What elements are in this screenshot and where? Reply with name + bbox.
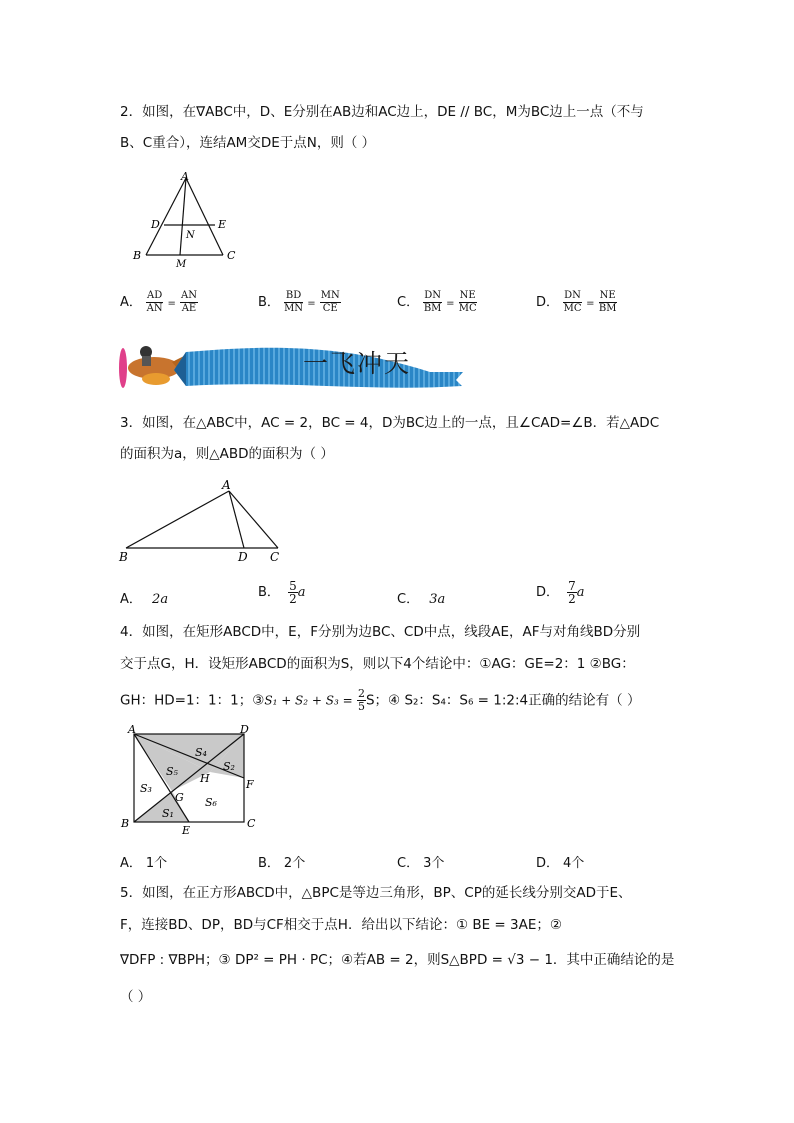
q4-label-D: D [240,724,249,736]
den: BM [423,303,442,314]
num: 7 [568,579,576,593]
q3-label-C: C [270,550,280,564]
q4-line3-c: S；④ S₂：S₄：S₆ = 1:2:4正确的结论有（ ） [365,692,641,709]
num: AN [180,290,197,301]
num: BD [285,290,302,301]
q3-option-d-letter: D． [536,585,560,600]
den: MC [563,303,582,314]
q3-option-d [536,580,585,605]
q4-line3-frac [357,688,366,713]
q4-option-d-letter: D． [536,856,560,871]
den: MN [284,303,304,314]
q2-label-M: M [176,259,187,270]
q4-line3-a: GH：HD=1：1：1；③ [120,692,265,709]
q2-option-b-frac1 [284,290,303,315]
q4-option-b-letter: B． [258,856,280,871]
q3-line1: 3．如图，在△ABC中，AC = 2，BC = 4，D为BC边上的一点，且∠CAD=∠B．若△ADC [120,415,660,431]
q3-option-c-text: 3a [429,592,446,607]
q2-option-d-letter: D． [536,295,560,310]
q5-line2: F，连接BD、DP，BD与CF相交于点H．给出以下结论：① BE = 3AE；② [120,917,562,933]
q3-option-a-letter: A． [120,592,142,607]
den: 5 [357,700,365,713]
q2-option-b-frac2 [320,290,341,315]
q4-option-c [397,852,444,871]
q4-label-C: C [247,817,256,830]
q3-option-b-letter: B． [258,585,280,600]
q3-label-A: A [222,478,231,492]
num: MN [320,290,340,301]
q4-figure [116,724,266,839]
num: NE [459,290,476,301]
q4-option-d-text: 4个 [563,856,585,871]
q4-line1: 4．如图，在矩形ABCD中，E，F分别为边BC、CD中点，线段AE，AF与对角线BD分别 [120,624,641,640]
q4-label-S3: S₃ [140,782,152,795]
q2-option-a-letter: A． [120,295,142,310]
q4-option-a-text: 1个 [145,856,168,871]
num: NE [599,290,616,301]
q3-label-D: D [238,550,248,564]
q4-option-b-text: 2个 [283,856,306,871]
q4-label-B: B [121,817,130,830]
den: AE [181,303,197,314]
q4-label-F: F [246,778,254,791]
q3-option-a [120,588,168,607]
den: CE [322,303,338,314]
q2-option-a: A． $\frac{AD}{AN}$ = $\frac{AN}{AE}$ [120,290,197,314]
q5-line3: ∇DFP : ∇BPH；③ DP² = PH · PC；④若AB = 2，则S△BPD = √3 − 1．其中正确结论的是 [120,952,675,968]
den: BM [598,303,617,314]
q2-option-d: D． $\frac{DN}{MC}$ = $\frac{NE}{BM}$ [536,290,617,314]
den: MC [458,303,477,314]
q4-option-c-text: 3个 [423,856,445,871]
q4-line3 [120,688,640,713]
q2-option-d-frac1 [563,290,582,315]
den: 2 [568,592,576,606]
q3-option-c [397,588,445,607]
q4-label-S2: S₂ [223,760,235,773]
q4-label-G: G [175,791,184,804]
q2-option-c-frac2 [459,290,477,315]
q3-option-d-suffix: a [576,585,585,600]
q4-label-S5: S₅ [166,765,178,778]
q3-option-d-frac [567,580,577,605]
q4-option-c-letter: C． [397,856,420,871]
q3-label-B: B [119,550,128,564]
q3-option-b-suffix: a [297,585,306,600]
num: DN [424,290,441,301]
num: 5 [289,579,297,593]
q3-option-c-letter: C． [397,592,420,607]
q4-label-S1: S₁ [162,807,174,820]
q2-label-D: D [151,218,160,231]
q3-option-b-frac [288,580,298,605]
q2-figure [128,170,248,270]
banner-title: 一飞冲天 [303,349,412,378]
den: AN [146,303,163,314]
q2-option-c-letter: C． [397,295,420,310]
q2-label-E: E [218,218,227,231]
q2-label-N: N [186,230,195,241]
q4-option-a [120,852,167,871]
q2-option-d-frac2 [599,290,617,315]
q4-option-b [258,852,305,871]
q2-label-A: A [181,170,189,183]
num: DN [564,290,581,301]
q2-label-C: C [227,249,236,262]
q2-label-B: B [133,249,142,262]
q2-option-b: B． $\frac{BD}{MN}$ = $\frac{MN}{CE}$ [258,290,340,314]
q4-line2: 交于点G，H．设矩形ABCD的面积为S，则以下4个结论中：①AG：GE=2：1 ②BG： [120,656,635,672]
q3-line2: 的面积为a，则△ABD的面积为（ ） [120,446,334,462]
q3-figure [116,476,286,566]
q5-line1: 5．如图，在正方形ABCD中，△BPC是等边三角形，BP、CP的延长线分别交AD于E、 [120,885,632,901]
q2-option-a-frac1 [146,290,163,315]
q2-line1: 2．如图，在∇ABC中，D、E分别在AB边和AC边上，DE // BC，M为BC边上一点（不与 [120,104,644,120]
q4-option-d [536,852,584,871]
q3-option-a-text: 2a [152,592,169,607]
num: AD [147,290,163,301]
q4-label-A: A [128,724,136,736]
q5-line4: （ ） [120,989,152,1005]
den: 2 [289,592,297,606]
q2-option-c-frac1 [423,290,442,315]
num: 2 [357,687,365,700]
q2-option-b-letter: B． [258,295,280,310]
q4-label-H: H [200,772,210,785]
q4-label-S4: S₄ [195,746,207,759]
q2-option-a-frac2 [180,290,198,315]
q4-option-a-letter: A． [120,856,142,871]
q3-option-b [258,580,305,605]
q2-option-c: C． $\frac{DN}{BM}$ = $\frac{NE}{MC}$ [397,290,477,314]
q2-line2: B、C重合），连结AM交DE于点N，则（ ） [120,135,376,151]
q4-label-E: E [182,824,191,837]
q4-label-S6: S₆ [205,796,217,809]
q4-line3-b: S₁ + S₂ + S₃ = [264,693,353,708]
